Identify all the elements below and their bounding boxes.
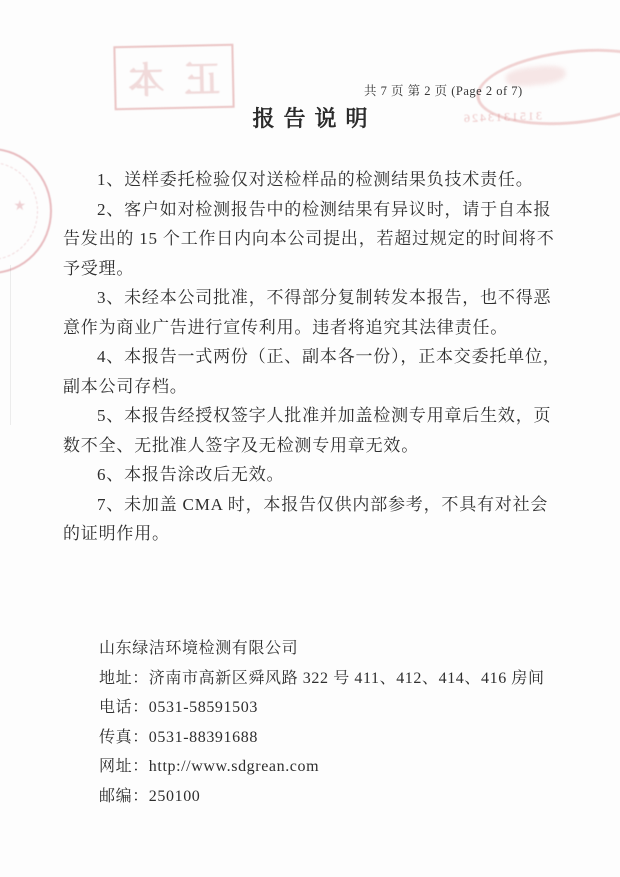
seal-star-icon: ★: [13, 199, 26, 214]
round-seal-icon: [0, 148, 52, 274]
note-line: 6、本报告涂改后无效。: [97, 465, 285, 484]
note-line: 数不全、无批准人签字及无检测专用章无效。: [63, 435, 419, 455]
company-contact-list: [99, 664, 569, 812]
original-copy-stamp-text: 正本: [107, 58, 221, 101]
company-info-block: [99, 634, 569, 811]
note-line: 3、未经本公司批准，不得部分复制转发本报告，也不得恶: [97, 288, 552, 307]
seal-number-text: 3151313426: [461, 108, 543, 126]
note-line: 1、送样委托检验仅对送检样品的检测结果负技术责任。: [97, 170, 534, 189]
page-title: 报告说明: [252, 106, 377, 131]
contact-line-website: 网址：http://www.sdgrean.com: [99, 758, 320, 775]
note-line: 告发出的 15 个工作日内向本公司提出，若超过规定的时间将不: [63, 229, 555, 248]
note-line: 7、未加盖 CMA 时，本报告仅供内部参考，不具有对社会: [97, 494, 549, 514]
company-name: 山东绿洁环境检测有限公司: [99, 640, 299, 657]
note-line: 5、本报告经授权签字人批准并加盖检测专用章后生效，页: [97, 406, 552, 425]
report-notes-list: [63, 165, 563, 549]
original-copy-stamp: [107, 44, 234, 110]
scan-artifact: [10, 265, 11, 425]
note-line: 副本公司存档。: [63, 376, 188, 396]
contact-line-phone: 电话：0531-58591503: [99, 699, 258, 716]
note-line: 意作为商业广告进行宣传利用。违者将追究其法律责任。: [63, 317, 508, 337]
contact-line-address: 地址：济南市高新区舜风路 322 号 411、412、414、416 房间: [99, 669, 545, 687]
note-line: 4、本报告一式两份（正、副本各一份），正本交委托单位，: [97, 347, 561, 366]
note-line: 的证明作用。: [63, 524, 170, 543]
note-line: 予受理。: [63, 258, 135, 278]
note-line: 2、客户如对检测报告中的检测结果有异议时，请于自本报: [97, 199, 552, 219]
page-number-info: 共 7 页 第 2 页 (Page 2 of 7): [364, 84, 523, 98]
contact-line-fax: 传真：0531-88391688: [99, 728, 258, 746]
contact-line-zipcode: 邮编：250100: [99, 787, 201, 805]
